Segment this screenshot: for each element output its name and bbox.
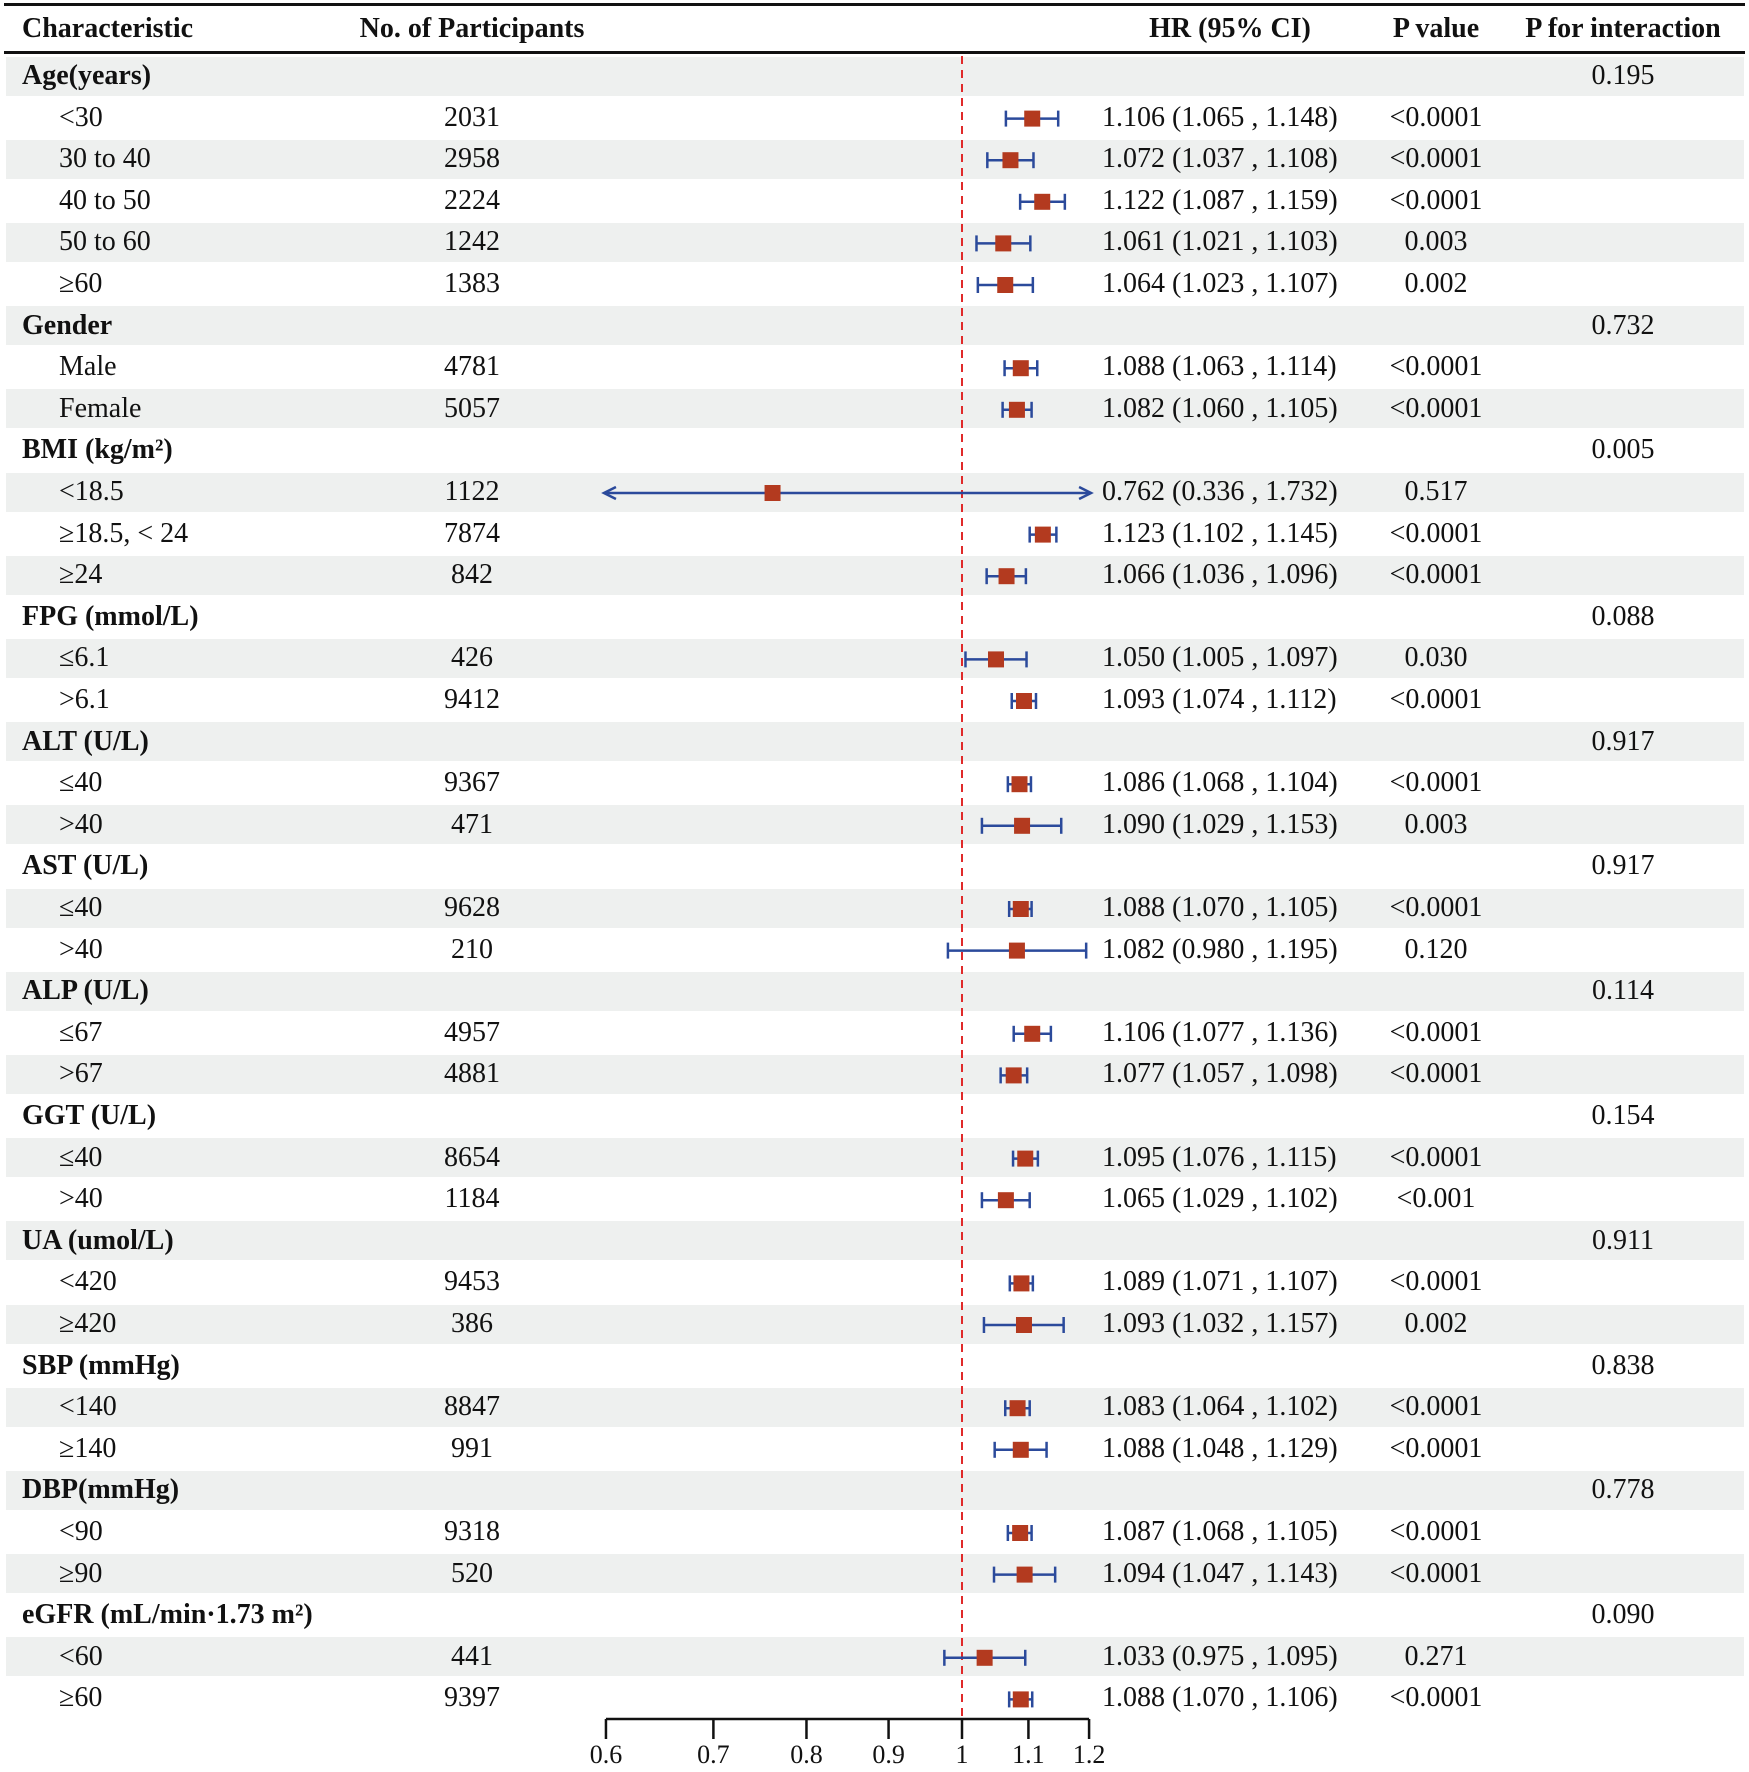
p-value: <0.0001: [1389, 767, 1483, 799]
x-tick-label: 1: [955, 1740, 969, 1769]
hr-ci-text: 1.066 (1.036 , 1.096): [1102, 559, 1338, 591]
hr-ci-text: 1.106 (1.077 , 1.136): [1102, 1016, 1338, 1048]
group-label: SBP (mmHg): [22, 1349, 180, 1381]
subgroup-label: <30: [59, 101, 103, 133]
hr-marker: [1013, 1442, 1029, 1458]
participants-count: 2958: [444, 143, 500, 175]
participants-count: 8847: [444, 1391, 500, 1423]
p-value: 0.003: [1404, 226, 1468, 258]
subgroup-label: <140: [59, 1391, 117, 1423]
header-p-value: P value: [1392, 13, 1480, 44]
subgroup-label: ≥90: [59, 1557, 103, 1589]
p-interaction-value: 0.195: [1591, 60, 1655, 91]
p-value: 0.030: [1404, 642, 1468, 674]
p-interaction-value: 0.732: [1591, 309, 1655, 341]
hr-marker: [1017, 1567, 1033, 1583]
participants-count: 842: [451, 559, 493, 591]
participants-count: 9367: [444, 767, 500, 799]
hr-marker: [1017, 1151, 1033, 1167]
hr-ci-text: 1.072 (1.037 , 1.108): [1102, 143, 1338, 175]
p-value: <0.0001: [1389, 559, 1483, 591]
participants-count: 386: [451, 1308, 493, 1339]
hr-marker: [1013, 1691, 1029, 1707]
p-value: <0.0001: [1389, 1141, 1483, 1173]
participants-count: 1242: [444, 226, 500, 258]
subgroup-label: ≥60: [59, 268, 103, 299]
participants-count: 9412: [444, 684, 500, 715]
group-label: BMI (kg/m²): [22, 434, 173, 466]
group-label: AST (U/L): [22, 850, 149, 882]
p-interaction-value: 0.088: [1591, 600, 1655, 632]
hr-ci-text: 1.061 (1.021 , 1.103): [1102, 226, 1338, 258]
hr-marker: [1009, 943, 1025, 959]
x-tick-label: 0.6: [589, 1740, 623, 1769]
participants-count: 1383: [444, 268, 500, 299]
p-value: 0.003: [1404, 808, 1468, 840]
subgroup-label: <90: [59, 1516, 103, 1547]
hr-marker: [1006, 1067, 1022, 1083]
x-tick-label: 0.9: [872, 1740, 905, 1769]
group-label: Gender: [22, 309, 113, 341]
hr-ci-text: 1.093 (1.032 , 1.157): [1102, 1308, 1338, 1339]
hr-ci-text: 1.122 (1.087 , 1.159): [1102, 184, 1338, 216]
hr-ci-text: 1.106 (1.065 , 1.148): [1102, 101, 1338, 133]
hr-ci-text: 1.077 (1.057 , 1.098): [1102, 1058, 1338, 1090]
p-value: <0.0001: [1389, 1682, 1483, 1714]
subgroup-label: >40: [59, 808, 103, 840]
participants-count: 2224: [444, 184, 500, 216]
participants-count: 210: [451, 933, 493, 965]
hr-ci-text: 1.050 (1.005 , 1.097): [1102, 642, 1338, 674]
hr-marker: [1034, 194, 1050, 210]
hr-marker: [977, 1650, 993, 1666]
subgroup-label: ≥18.5, < 24: [59, 517, 189, 549]
p-value: <0.0001: [1389, 1266, 1483, 1298]
hr-ci-text: 1.094 (1.047 , 1.143): [1102, 1557, 1338, 1589]
p-interaction-value: 0.917: [1591, 725, 1655, 757]
hr-ci-text: 1.087 (1.068 , 1.105): [1102, 1516, 1338, 1547]
hr-marker: [988, 651, 1004, 667]
hr-ci-text: 1.088 (1.048 , 1.129): [1102, 1432, 1338, 1464]
hr-marker: [999, 568, 1015, 584]
p-value: 0.002: [1404, 1308, 1468, 1339]
participants-count: 4957: [444, 1016, 500, 1048]
p-value: <0.0001: [1389, 1557, 1483, 1589]
subgroup-label: ≥140: [59, 1432, 117, 1464]
hr-ci-text: 1.093 (1.074 , 1.112): [1102, 684, 1337, 715]
hr-ci-text: 1.088 (1.070 , 1.105): [1102, 892, 1338, 923]
hr-marker: [1014, 818, 1030, 834]
hr-marker: [1002, 152, 1018, 168]
subgroup-label: <420: [59, 1266, 117, 1298]
hr-ci-text: 1.082 (1.060 , 1.105): [1102, 392, 1338, 424]
hr-ci-text: 1.095 (1.076 , 1.115): [1102, 1141, 1337, 1173]
hr-ci-text: 1.123 (1.102 , 1.145): [1102, 517, 1338, 549]
participants-count: 2031: [444, 101, 500, 133]
hr-ci-text: 1.064 (1.023 , 1.107): [1102, 268, 1338, 299]
hr-marker: [1035, 527, 1051, 543]
participants-count: 9397: [444, 1682, 500, 1714]
p-value: <0.0001: [1389, 392, 1483, 424]
subgroup-label: ≥60: [59, 1682, 103, 1714]
p-value: 0.271: [1404, 1640, 1468, 1672]
hr-ci-text: 1.082 (0.980 , 1.195): [1102, 933, 1338, 965]
hr-marker: [1013, 360, 1029, 376]
group-label: GGT (U/L): [22, 1100, 157, 1131]
p-interaction-value: 0.778: [1591, 1474, 1655, 1506]
p-value: <0.0001: [1389, 143, 1483, 175]
hr-marker: [1016, 1317, 1032, 1333]
hr-marker: [1016, 693, 1032, 709]
x-tick-label: 1.1: [1012, 1740, 1045, 1769]
subgroup-label: >67: [59, 1058, 103, 1090]
hr-marker: [998, 1192, 1014, 1208]
subgroup-label: ≥420: [59, 1308, 117, 1339]
p-interaction-value: 0.114: [1592, 975, 1654, 1007]
hr-marker: [1012, 776, 1028, 792]
p-value: <0.0001: [1389, 351, 1483, 383]
hr-marker: [995, 235, 1011, 251]
group-label: eGFR (mL/min·1.73 m²): [22, 1599, 313, 1631]
subgroup-label: >6.1: [59, 684, 110, 715]
p-value: <0.0001: [1389, 1016, 1483, 1048]
p-value: <0.0001: [1389, 1516, 1483, 1547]
participants-count: 520: [451, 1557, 493, 1589]
p-value: 0.120: [1404, 933, 1468, 965]
hr-ci-text: 1.086 (1.068 , 1.104): [1102, 767, 1338, 799]
hr-ci-text: 0.762 (0.336 , 1.732): [1102, 476, 1338, 507]
header-characteristic: Characteristic: [22, 13, 194, 44]
subgroup-label: Female: [59, 392, 142, 424]
participants-count: 8654: [444, 1141, 500, 1173]
hr-ci-text: 1.088 (1.070 , 1.106): [1102, 1682, 1338, 1714]
subgroup-label: ≤40: [59, 767, 103, 799]
participants-count: 991: [451, 1432, 493, 1464]
hr-marker: [1024, 1026, 1040, 1042]
p-value: 0.517: [1404, 476, 1468, 507]
group-label: Age(years): [22, 60, 152, 91]
participants-count: 9318: [444, 1516, 500, 1547]
subgroup-label: ≤40: [59, 1141, 103, 1173]
p-value: 0.002: [1404, 268, 1468, 299]
subgroup-label: Male: [59, 351, 117, 383]
header-p-interaction: P for interaction: [1525, 13, 1721, 44]
p-interaction-value: 0.911: [1592, 1224, 1654, 1256]
hr-ci-text: 1.089 (1.071 , 1.107): [1102, 1266, 1338, 1298]
p-value: <0.0001: [1389, 684, 1483, 715]
group-label: ALP (U/L): [22, 975, 149, 1007]
subgroup-label: <60: [59, 1640, 103, 1672]
participants-count: 4781: [444, 351, 500, 383]
hr-marker: [1010, 1400, 1026, 1416]
subgroup-label: 30 to 40: [59, 143, 151, 175]
group-label: ALT (U/L): [22, 725, 149, 757]
hr-marker: [1012, 1525, 1028, 1541]
subgroup-label: ≤40: [59, 892, 103, 923]
hr-marker: [1013, 901, 1029, 917]
hr-marker: [1013, 1275, 1029, 1291]
p-interaction-value: 0.090: [1591, 1599, 1655, 1631]
subgroup-label: >40: [59, 1183, 103, 1215]
participants-count: 7874: [444, 517, 500, 549]
p-interaction-value: 0.154: [1591, 1100, 1655, 1131]
group-label: FPG (mmol/L): [22, 600, 199, 632]
hr-ci-text: 1.065 (1.029 , 1.102): [1102, 1183, 1338, 1215]
hr-ci-text: 1.090 (1.029 , 1.153): [1102, 808, 1338, 840]
participants-count: 9453: [444, 1266, 500, 1298]
p-value: <0.0001: [1389, 517, 1483, 549]
subgroup-label: ≥24: [59, 559, 103, 591]
participants-count: 4881: [444, 1058, 500, 1090]
participants-count: 1122: [444, 476, 500, 507]
p-value: <0.0001: [1389, 101, 1483, 133]
subgroup-label: <18.5: [59, 476, 124, 507]
hr-ci-text: 1.088 (1.063 , 1.114): [1102, 351, 1337, 383]
p-value: <0.0001: [1389, 1058, 1483, 1090]
x-tick-label: 0.7: [697, 1740, 730, 1769]
participants-count: 5057: [444, 392, 500, 424]
p-interaction-value: 0.838: [1591, 1349, 1655, 1381]
header-hr: HR (95% CI): [1149, 13, 1311, 44]
group-label: DBP(mmHg): [22, 1474, 180, 1506]
subgroup-label: ≤67: [59, 1016, 103, 1048]
participants-count: 9628: [444, 892, 500, 923]
subgroup-label: 40 to 50: [59, 184, 151, 216]
participants-count: 441: [451, 1640, 493, 1672]
header-participants: No. of Participants: [359, 13, 585, 44]
group-label: UA (umol/L): [22, 1224, 174, 1256]
participants-count: 426: [451, 642, 493, 674]
subgroup-label: 50 to 60: [59, 226, 151, 258]
p-value: <0.0001: [1389, 1391, 1483, 1423]
subgroup-label: ≤6.1: [59, 642, 110, 674]
hr-ci-text: 1.083 (1.064 , 1.102): [1102, 1391, 1338, 1423]
p-value: <0.0001: [1389, 1432, 1483, 1464]
hr-marker: [765, 485, 781, 501]
participants-count: 1184: [444, 1183, 500, 1215]
participants-count: 471: [451, 808, 493, 840]
hr-marker: [997, 277, 1013, 293]
p-value: <0.0001: [1389, 892, 1483, 923]
hr-ci-text: 1.033 (0.975 , 1.095): [1102, 1640, 1338, 1672]
p-interaction-value: 0.005: [1591, 434, 1655, 466]
hr-marker: [1009, 402, 1025, 418]
p-value: <0.0001: [1389, 184, 1483, 216]
x-tick-label: 0.8: [790, 1740, 823, 1769]
hr-marker: [1024, 111, 1040, 127]
subgroup-label: >40: [59, 933, 103, 965]
p-interaction-value: 0.917: [1591, 850, 1655, 882]
x-tick-label: 1.2: [1072, 1740, 1106, 1769]
p-value: <0.001: [1396, 1183, 1476, 1215]
